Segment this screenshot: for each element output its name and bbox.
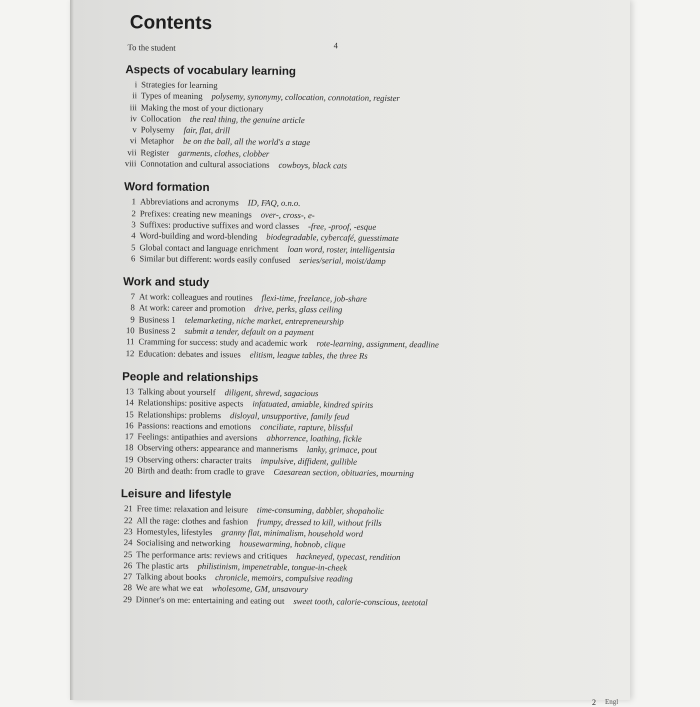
unit-topic: Types of meaning <box>141 90 203 102</box>
unit-topic: We are what we eat <box>135 582 204 594</box>
unit-number: 16 <box>124 420 134 431</box>
unit-number: v <box>132 124 137 135</box>
section-title: Aspects of vocabulary learning <box>125 64 297 78</box>
unit-number: iv <box>130 113 137 124</box>
section-title: Work and study <box>123 276 210 290</box>
unit-examples: garments, clothes, clobber <box>178 147 270 159</box>
unit-examples: biodegradable, cybercafé, guesstimate <box>266 231 399 244</box>
unit-examples: lanky, grimace, pout <box>306 444 377 456</box>
unit-examples: ID, FAQ, o.n.o. <box>247 197 301 209</box>
unit-examples: be on the ball, all the world's a stage <box>182 136 311 148</box>
unit-number: 12 <box>125 347 135 358</box>
unit-number: 15 <box>125 408 134 419</box>
unit-topic: Socialising and networking <box>136 537 231 549</box>
unit-number: 10 <box>125 325 135 336</box>
unit-number: 14 <box>125 397 134 408</box>
unit-examples: abhorrence, loathing, fickle <box>266 432 362 444</box>
unit-topic: Cramming for success: study and academic work <box>138 336 308 349</box>
unit-topic: Talking about books <box>135 571 207 583</box>
unit-topic: Polysemy <box>140 124 175 135</box>
unit-topic: At work: career and promotion <box>138 302 246 314</box>
unit-number: 5 <box>131 241 136 252</box>
unit-number: 2 <box>131 207 136 218</box>
unit-topic: Observing others: character traits <box>137 454 252 466</box>
section-title: People and relationships <box>122 371 259 385</box>
unit-topic: Homestyles, lifestyles <box>136 526 213 538</box>
unit-topic: Metaphor <box>140 135 175 147</box>
unit-number: 1 <box>131 196 137 207</box>
unit-topic: Abbreviations and acronyms <box>139 196 239 208</box>
unit-examples: over-, cross-, e- <box>260 209 315 220</box>
unit-topic: Connotation and cultural associations <box>140 158 270 170</box>
unit-examples: submit a tender, default on a payment <box>184 325 314 338</box>
unit-number: 19 <box>124 453 134 464</box>
unit-number: 22 <box>123 514 133 525</box>
unit-examples: philistinism, impenetrable, tongue-in-cheek <box>197 560 348 573</box>
unit-topic: Passions: reactions and emotions <box>137 420 252 432</box>
unit-topic: Free time: relaxation and leisure <box>136 503 249 515</box>
unit-topic: Strategies for learning <box>141 79 218 91</box>
unit-number: 20 <box>124 465 134 476</box>
unit-topic: Business 1 <box>138 314 176 325</box>
unit-number: 27 <box>123 571 133 582</box>
unit-topic: Talking about yourself <box>137 386 216 398</box>
unit-number: 29 <box>123 593 132 604</box>
unit-examples: drive, perks, glass ceiling <box>254 303 343 315</box>
unit-number: 25 <box>123 548 133 559</box>
unit-topic: Observing others: appearance and mannerisms <box>137 442 298 455</box>
unit-examples: cowboys, black cats <box>278 159 348 171</box>
unit-examples: hackneyed, typecast, rendition <box>296 550 401 562</box>
unit-topic: Feelings: antipathies and aversions <box>137 431 258 443</box>
unit-topic: Making the most of your dictionary <box>140 101 264 114</box>
unit-number: vii <box>127 146 137 158</box>
unit-number: i <box>134 79 138 90</box>
to-student-entry <box>128 42 550 56</box>
unit-topic: The plastic arts <box>136 560 189 571</box>
contents-page <box>104 8 550 610</box>
unit-number: 8 <box>130 302 135 313</box>
unit-topic: All the rage: clothes and fashion <box>136 514 249 527</box>
unit-examples: fair, flat, drill <box>183 124 231 136</box>
unit-examples: impulsive, diffident, gullible <box>260 455 358 467</box>
unit-number: 6 <box>131 253 136 264</box>
unit-number: 3 <box>131 219 136 230</box>
unit-number: 13 <box>125 386 135 397</box>
unit-examples: time-consuming, dabbler, shopaholic <box>256 504 384 517</box>
unit-number: 23 <box>123 526 133 537</box>
unit-number: vi <box>129 135 137 146</box>
page-title: Contents <box>129 12 213 35</box>
unit-topic: Register <box>140 147 170 158</box>
unit-number: 24 <box>123 537 133 548</box>
section-title: Word formation <box>124 181 210 195</box>
unit-number: 11 <box>126 336 135 347</box>
unit-examples: diligent, shrewd, sagacious <box>224 387 319 399</box>
unit-examples: the real thing, the genuine article <box>189 113 305 125</box>
unit-topic: At work: colleagues and routines <box>138 291 253 303</box>
unit-topic: Word-building and word-blending <box>139 230 258 242</box>
page-number: 2 <box>592 698 596 707</box>
unit-examples: frumpy, dressed to kill, without frills <box>257 516 382 528</box>
unit-number: 18 <box>124 442 134 453</box>
unit-topic: Education: debates and issues <box>138 347 241 360</box>
unit-number: 9 <box>130 313 135 325</box>
unit-number: 26 <box>123 559 133 571</box>
unit-examples: wholesome, GM, unsavoury <box>211 583 309 595</box>
unit-examples: conciliate, rapture, blissful <box>259 421 353 433</box>
unit-number: iii <box>129 101 138 112</box>
unit-examples: elitism, league tables, the three Rs <box>249 349 368 361</box>
unit-topic: Similar but different: words easily confused <box>139 253 291 265</box>
unit-examples: sweet tooth, calorie-conscious, teetotal <box>293 595 428 608</box>
unit-number: 28 <box>123 582 132 593</box>
unit-topic: Business 2 <box>138 325 176 336</box>
contents-sections <box>104 64 550 610</box>
unit-topic: Suffixes: productive suffixes and word classes <box>139 219 300 231</box>
page-spine-shadow <box>70 0 74 700</box>
footer-running-text: Engl <box>605 698 619 706</box>
unit-number: 21 <box>124 503 133 514</box>
to-student-label: To the student <box>127 42 176 53</box>
unit-examples: chronicle, memoirs, compulsive reading <box>215 572 353 584</box>
unit-topic: Dinner's on me: entertaining and eating out <box>135 593 285 606</box>
unit-number: viii <box>124 158 137 169</box>
unit-examples: polysemy, synonymy, collocation, connotation, register <box>211 91 400 104</box>
unit-number: 4 <box>131 230 136 241</box>
unit-examples: series/serial, moist/damp <box>299 254 386 266</box>
unit-examples: -free, -proof, -esque <box>308 221 377 232</box>
unit-examples: loan word, roster, intelligentsia <box>287 243 395 255</box>
unit-examples: housewarming, hobnob, clique <box>239 538 346 550</box>
unit-examples: granny flat, minimalism, household word <box>221 527 363 539</box>
unit-number: 17 <box>124 431 134 442</box>
unit-examples: infatuated, amiable, kindred spirits <box>252 398 374 411</box>
section-title: Leisure and lifestyle <box>120 488 232 502</box>
unit-topic: Birth and death: from cradle to grave <box>137 465 265 477</box>
unit-examples: Caesarean section, obituaries, mourning <box>273 466 414 479</box>
unit-examples: flexi-time, freelance, job-share <box>261 292 367 304</box>
unit-examples: rote-learning, assignment, deadline <box>316 338 439 350</box>
unit-number: 7 <box>130 291 136 302</box>
unit-examples: disloyal, unsupportive, family feud <box>230 409 350 422</box>
unit-number: ii <box>132 90 138 101</box>
to-student-page: 4 <box>333 40 338 51</box>
unit-topic: Relationships: problems <box>137 408 222 420</box>
unit-topic: Prefixes: creating new meanings <box>139 207 252 220</box>
unit-topic: Relationships: positive aspects <box>137 397 244 409</box>
unit-topic: The performance arts: reviews and critiques <box>136 548 288 561</box>
unit-examples: telemarketing, niche market, entrepreneurship <box>184 314 344 327</box>
unit-topic: Collocation <box>140 113 182 124</box>
unit-topic: Global contact and language enrichment <box>139 241 279 254</box>
